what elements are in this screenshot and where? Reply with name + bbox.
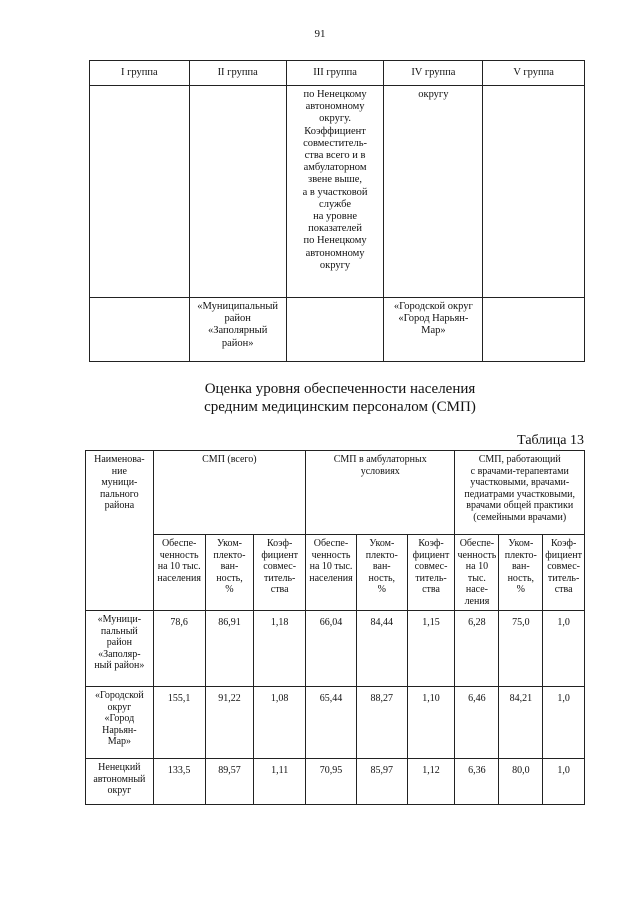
value-cell: 1,18	[254, 611, 306, 687]
value-cell: 1,0	[543, 687, 585, 759]
value-cell: 78,6	[153, 611, 205, 687]
groups-table	[89, 60, 585, 362]
value-cell: 1,11	[254, 759, 306, 805]
value-cell: 133,5	[153, 759, 205, 805]
table-row	[86, 687, 585, 759]
value-cell: 155,1	[153, 687, 205, 759]
header-smp-district: СМП, работающий с врачами-терапевтами участковыми, врачами- педиатрами участковыми, врачами общей практики (семейными врачами)	[455, 451, 585, 535]
group-cell	[286, 298, 384, 362]
table-row	[86, 611, 585, 687]
group-cell: «Муниципальный район «Заполярный район»	[189, 298, 286, 362]
value-cell: 70,95	[306, 759, 357, 805]
value-cell: 84,21	[499, 687, 543, 759]
section-title-line1: Оценка уровня обеспеченности населения	[204, 381, 476, 397]
header-municipality: Наименова- ние муници- пального района	[86, 451, 154, 611]
subheader-cell: Уком- плекто- ван- ность, %	[356, 535, 407, 611]
value-cell: 6,36	[455, 759, 499, 805]
group-header-3: III группа	[286, 61, 384, 86]
value-cell: 6,28	[455, 611, 499, 687]
value-cell: 89,57	[205, 759, 254, 805]
table-row	[86, 759, 585, 805]
subheader-cell: Коэф- фициент совмес- титель- ства	[407, 535, 455, 611]
group-cell	[90, 298, 190, 362]
value-cell: 1,08	[254, 687, 306, 759]
value-cell: 1,0	[543, 759, 585, 805]
group-cell: по Ненецкому автономному округу. Коэффициент совместитель- ства всего и в амбулаторном звене выше, а в участковой службе на уровне показателей по Ненецкому автономному округу	[286, 86, 384, 298]
subheader-cell: Обеспе- ченность на 10 тыс. населения	[153, 535, 205, 611]
subheader-cell: Обеспе- ченность на 10 тыс. населения	[306, 535, 357, 611]
subheader-cell: Обеспе- ченность на 10 тыс. насе- ления	[455, 535, 499, 611]
group-cell	[483, 298, 585, 362]
group-header-4: IV группа	[384, 61, 483, 86]
value-cell: 85,97	[356, 759, 407, 805]
group-cell	[189, 86, 286, 298]
value-cell: 1,10	[407, 687, 455, 759]
value-cell: 1,12	[407, 759, 455, 805]
group-header-2: II группа	[189, 61, 286, 86]
section-title-line2: средним медицинским персоналом (СМП)	[204, 399, 476, 415]
row-name: «Городской округ «Город Нарьян- Мар»	[86, 687, 154, 759]
subheader-cell: Коэф- фициент совмес- титель- ства	[254, 535, 306, 611]
value-cell: 1,15	[407, 611, 455, 687]
group-header-5: V группа	[483, 61, 585, 86]
subheader-cell: Уком- плекто- ван- ность, %	[499, 535, 543, 611]
header-smp-total: СМП (всего)	[153, 451, 305, 535]
row-name: «Муници- пальный район «Заполяр- ный район»	[86, 611, 154, 687]
value-cell: 75,0	[499, 611, 543, 687]
value-cell: 84,44	[356, 611, 407, 687]
subheader-cell: Уком- плекто- ван- ность, %	[205, 535, 254, 611]
value-cell: 88,27	[356, 687, 407, 759]
header-smp-ambulatory: СМП в амбулаторных условиях	[306, 451, 455, 535]
group-cell	[90, 86, 190, 298]
value-cell: 6,46	[455, 687, 499, 759]
subheader-cell: Коэф- фициент совмес- титель- ства	[543, 535, 585, 611]
value-cell: 91,22	[205, 687, 254, 759]
value-cell: 66,04	[306, 611, 357, 687]
table-number: Таблица 13	[517, 433, 584, 448]
page-number: 91	[314, 28, 326, 40]
value-cell: 1,0	[543, 611, 585, 687]
value-cell: 65,44	[306, 687, 357, 759]
group-header-1: I группа	[90, 61, 190, 86]
value-cell: 86,91	[205, 611, 254, 687]
group-cell: «Городской округ «Город Нарьян- Мар»	[384, 298, 483, 362]
group-cell: округу	[384, 86, 483, 298]
row-name: Ненецкий автономный округ	[86, 759, 154, 805]
smp-table	[85, 450, 585, 805]
value-cell: 80,0	[499, 759, 543, 805]
group-cell	[483, 86, 585, 298]
